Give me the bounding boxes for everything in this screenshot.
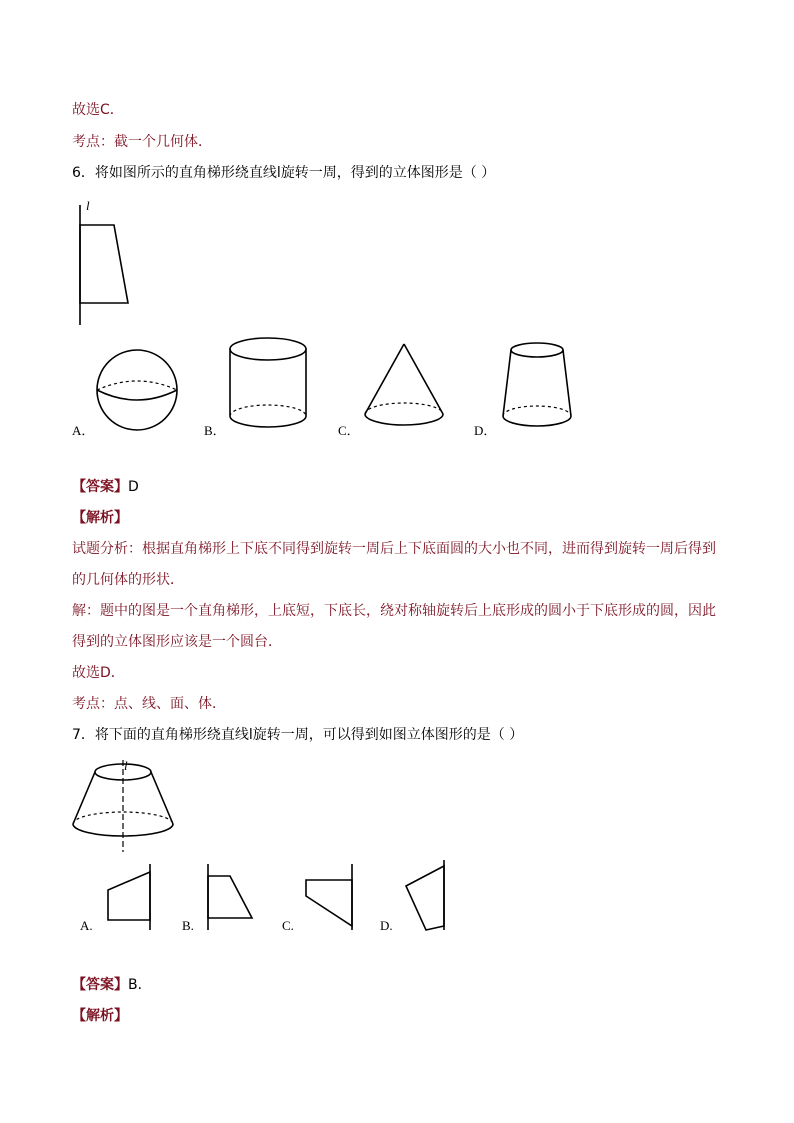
q7-option-c-label: C.: [282, 918, 294, 933]
analysis-tag-6: 【解析】: [72, 510, 128, 526]
question-7: 7．将下面的直角梯形绕直线l旋转一周，可以得到如图立体图形的是（ ）: [72, 727, 524, 743]
q7-option-a-figure: [100, 860, 160, 932]
q7-option-c-figure: [302, 860, 362, 932]
analysis-line-1: 试题分析：根据直角梯形上下底不同得到旋转一周后上下底面圆的大小也不同，进而得到旋转一周后得到: [72, 541, 716, 557]
option-b-cylinder: [228, 336, 312, 432]
option-c-label: C．: [338, 423, 360, 438]
answer-tag: 【答案】: [72, 479, 128, 495]
analysis-line-4: 得到的立体图形应该是一个圆台．: [72, 634, 282, 650]
analysis-line-2: 的几何体的形状．: [72, 572, 184, 588]
option-d-label: D．: [474, 423, 497, 438]
option-c-cone: [362, 342, 448, 432]
q7-option-b-label: B.: [182, 918, 194, 933]
q7-option-d-label: D.: [380, 918, 393, 933]
q7-option-a-label: A.: [80, 918, 93, 933]
analysis-tag-7: 【解析】: [72, 1008, 128, 1024]
answer-6-value: D: [128, 479, 139, 495]
option-b-label: B．: [204, 423, 226, 438]
analysis-line-3: 解：题中的图是一个直角梯形，上底短，下底长，绕对称轴旋转后上底形成的圆小于下底形成的圆，因此: [72, 603, 716, 619]
answer-6-line: [72, 477, 139, 497]
option-a-label: A．: [72, 423, 95, 438]
option-a-sphere: [95, 348, 179, 432]
q7-axis-label: l: [124, 758, 128, 773]
q7-option-b-figure: [202, 860, 262, 932]
option-d-frustum: [500, 340, 576, 432]
analysis-line-5: 故选D．: [72, 665, 125, 681]
answer-7-value: B．: [128, 977, 152, 993]
topic-line: 考点：截一个几何体．: [72, 134, 212, 150]
question-6: 6．将如图所示的直角梯形绕直线l旋转一周，得到的立体图形是（ ）: [72, 165, 496, 181]
q6-trapezoid-figure: [70, 195, 140, 330]
answer-tag: 【答案】: [72, 977, 128, 993]
axis-label: l: [86, 198, 90, 213]
trapezoid-shape: [80, 225, 128, 303]
answer-7-line: [72, 975, 152, 995]
q7-option-d-figure: [402, 860, 462, 932]
analysis-line-6: 考点：点、线、面、体．: [72, 696, 226, 712]
conclusion-line: 故选C．: [72, 102, 124, 118]
